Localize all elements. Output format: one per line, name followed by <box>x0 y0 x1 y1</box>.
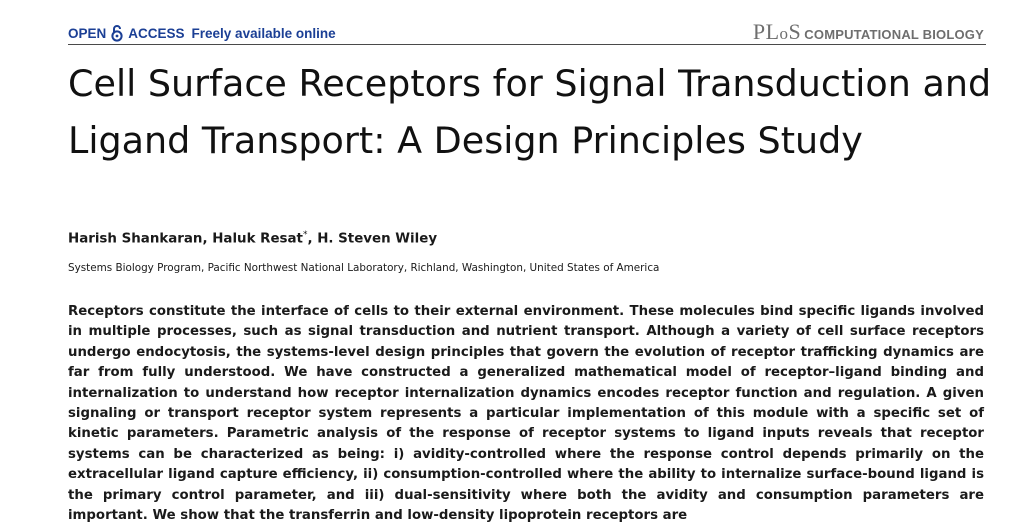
author-separator: , <box>202 231 213 247</box>
corresponding-author-mark: * <box>302 230 308 240</box>
plos-logo: PLoS <box>752 19 802 44</box>
author-name[interactable]: Haluk Resat <box>212 231 303 247</box>
freely-available-label: Freely available online <box>191 25 336 41</box>
abstract-text: Receptors constitute the interface of cells to their external environment. These molecules bind specific ligands involved in multiple processes, such as signal transduction and nutrient transport. Although a variety of cell surface receptors undergo endocytosis, the systems-level design principles that govern the evolution of receptor trafficking dynamics are far from fully understood. We have constructed a generalized mathematical model of receptor–ligand binding and internalization to understand how receptor internalization dynamics encodes receptor function and regulation. A given signaling or transport receptor system represents a particular implementation of this module with a specific set of kinetic parameters. Parametric analysis of the response of receptor systems to ligand inputs reveals that receptor systems can be characterized as being: i) avidity-controlled where the response control depends primarily on the extracellular ligand capture efficiency, ii) consumption-controlled where the ability to internalize surface-bound ligand is the primary control parameter, and iii) dual-sensitivity where both the avidity and consumption parameters are important. We show that the transferrin and low-density lipoprotein receptors are <box>68 304 984 524</box>
open-lock-icon <box>110 24 124 42</box>
journal-header <box>68 16 986 45</box>
journal-logo <box>753 19 984 45</box>
access-label: ACCESS <box>128 25 185 41</box>
author-separator: , <box>307 231 318 247</box>
author-list <box>68 230 437 246</box>
open-label: OPEN <box>68 25 107 41</box>
journal-name: COMPUTATIONAL BIOLOGY <box>804 27 984 42</box>
article-title: Cell Surface Receptors for Signal Transduction and Ligand Transport: A Design Principles Study <box>68 62 992 162</box>
author-name[interactable]: H. Steven Wiley <box>317 231 438 247</box>
author-name[interactable]: Harish Shankaran <box>68 231 203 247</box>
affiliation: Systems Biology Program, Pacific Northwest National Laboratory, Richland, Washington, United States of America <box>68 262 660 274</box>
open-access-badge <box>68 24 336 42</box>
